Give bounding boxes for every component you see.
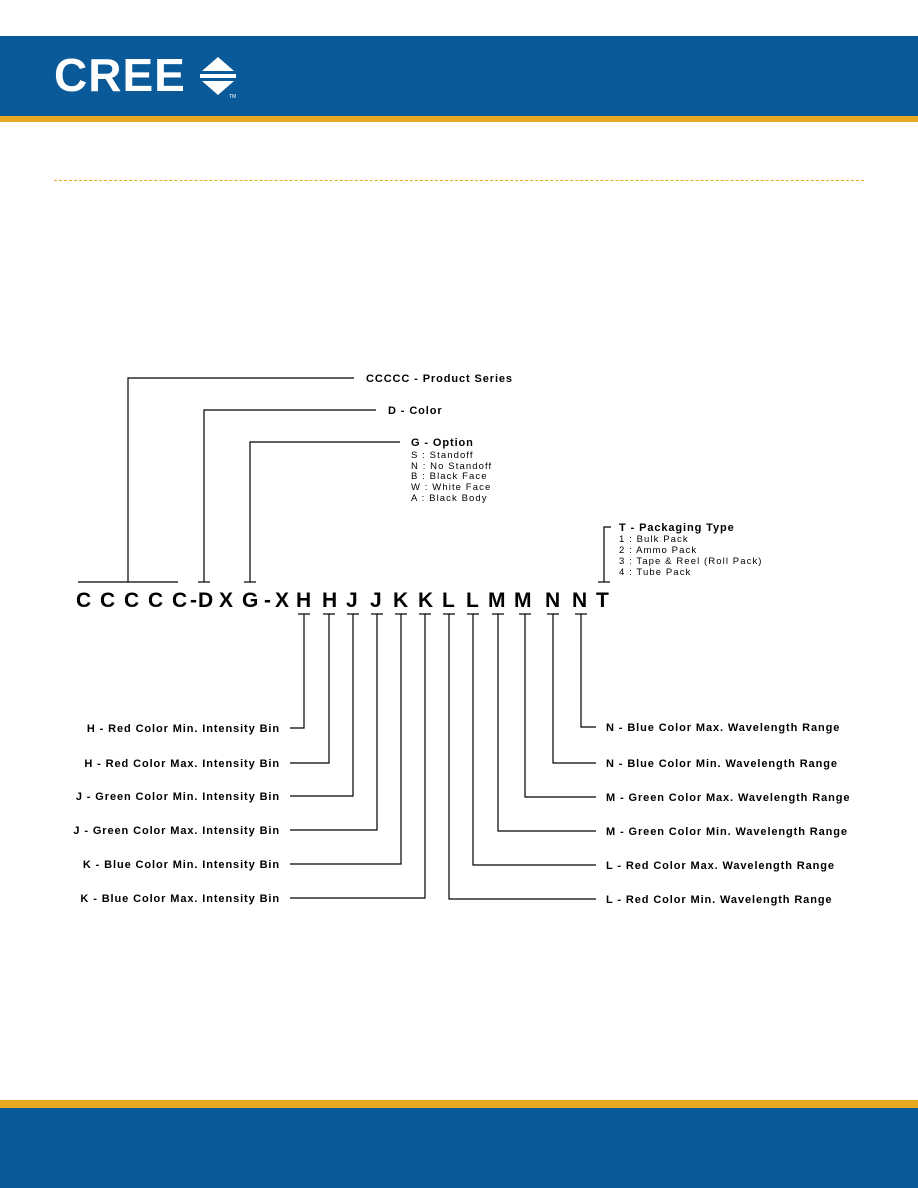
part-number-char: C bbox=[124, 589, 140, 612]
right-connectors bbox=[449, 614, 596, 899]
label-color: D - Color bbox=[388, 405, 443, 417]
packaging-item: 1 : Bulk Pack bbox=[619, 534, 689, 545]
top-connectors bbox=[78, 378, 611, 582]
part-number-char: J bbox=[346, 589, 358, 612]
part-number-char: N bbox=[545, 589, 561, 612]
label-m-green-min-wavelength: M - Green Color Min. Wavelength Range bbox=[606, 826, 848, 838]
label-j-green-min-intensity: J - Green Color Min. Intensity Bin bbox=[75, 791, 280, 803]
label-n-blue-min-wavelength: N - Blue Color Min. Wavelength Range bbox=[606, 758, 838, 770]
part-number-char: K bbox=[418, 589, 434, 612]
part-number-char: L bbox=[466, 589, 479, 612]
packaging-item: 2 : Ammo Pack bbox=[619, 545, 698, 556]
label-h-red-max-intensity: H - Red Color Max. Intensity Bin bbox=[84, 758, 280, 770]
part-number-char: J bbox=[370, 589, 382, 612]
part-number-char: X bbox=[219, 589, 234, 612]
brand-logo: CREE bbox=[54, 49, 186, 101]
label-m-green-max-wavelength: M - Green Color Max. Wavelength Range bbox=[606, 792, 851, 804]
part-number-char: H bbox=[322, 589, 338, 612]
part-number-char: - bbox=[190, 589, 197, 612]
option-item: S : Standoff bbox=[411, 450, 474, 461]
footer-accent-stripe bbox=[0, 1100, 918, 1108]
footer-band bbox=[0, 1108, 918, 1188]
packaging-item: 4 : Tube Pack bbox=[619, 567, 692, 578]
label-n-blue-max-wavelength: N - Blue Color Max. Wavelength Range bbox=[606, 722, 841, 734]
part-number-char: N bbox=[572, 589, 588, 612]
label-h-red-min-intensity: H - Red Color Min. Intensity Bin bbox=[86, 723, 280, 735]
option-item: B : Black Face bbox=[411, 471, 488, 482]
part-number-char: L bbox=[442, 589, 455, 612]
part-number-char: C bbox=[172, 589, 188, 612]
label-product-series: CCCCC - Product Series bbox=[366, 373, 513, 385]
part-number-char: - bbox=[264, 589, 271, 612]
left-connectors bbox=[290, 614, 425, 898]
label-k-blue-max-intensity: K - Blue Color Max. Intensity Bin bbox=[80, 893, 280, 905]
part-number-char: K bbox=[393, 589, 409, 612]
label-j-green-max-intensity: J - Green Color Max. Intensity Bin bbox=[73, 825, 280, 837]
option-item: W : White Face bbox=[411, 482, 492, 493]
part-number-char: T bbox=[596, 589, 609, 612]
label-k-blue-min-intensity: K - Blue Color Min. Intensity Bin bbox=[82, 859, 280, 871]
part-number-char: C bbox=[76, 589, 92, 612]
part-number-char: C bbox=[148, 589, 164, 612]
label-l-red-min-wavelength: L - Red Color Min. Wavelength Range bbox=[606, 894, 833, 906]
label-packaging-type: T - Packaging Type bbox=[619, 522, 735, 534]
label-l-red-max-wavelength: L - Red Color Max. Wavelength Range bbox=[606, 860, 835, 872]
part-number-char: H bbox=[296, 589, 312, 612]
label-option: G - Option bbox=[411, 437, 474, 449]
trademark-mark: TM bbox=[229, 94, 237, 99]
part-number-char: M bbox=[488, 589, 506, 612]
part-number-char: M bbox=[514, 589, 532, 612]
option-item: A : Black Body bbox=[411, 493, 488, 504]
part-number-char: D bbox=[198, 589, 214, 612]
part-number-char: G bbox=[242, 589, 259, 612]
part-number-char: C bbox=[100, 589, 116, 612]
option-item: N : No Standoff bbox=[411, 461, 493, 472]
part-number-char: X bbox=[275, 589, 290, 612]
packaging-item: 3 : Tape & Reel (Roll Pack) bbox=[619, 556, 763, 567]
